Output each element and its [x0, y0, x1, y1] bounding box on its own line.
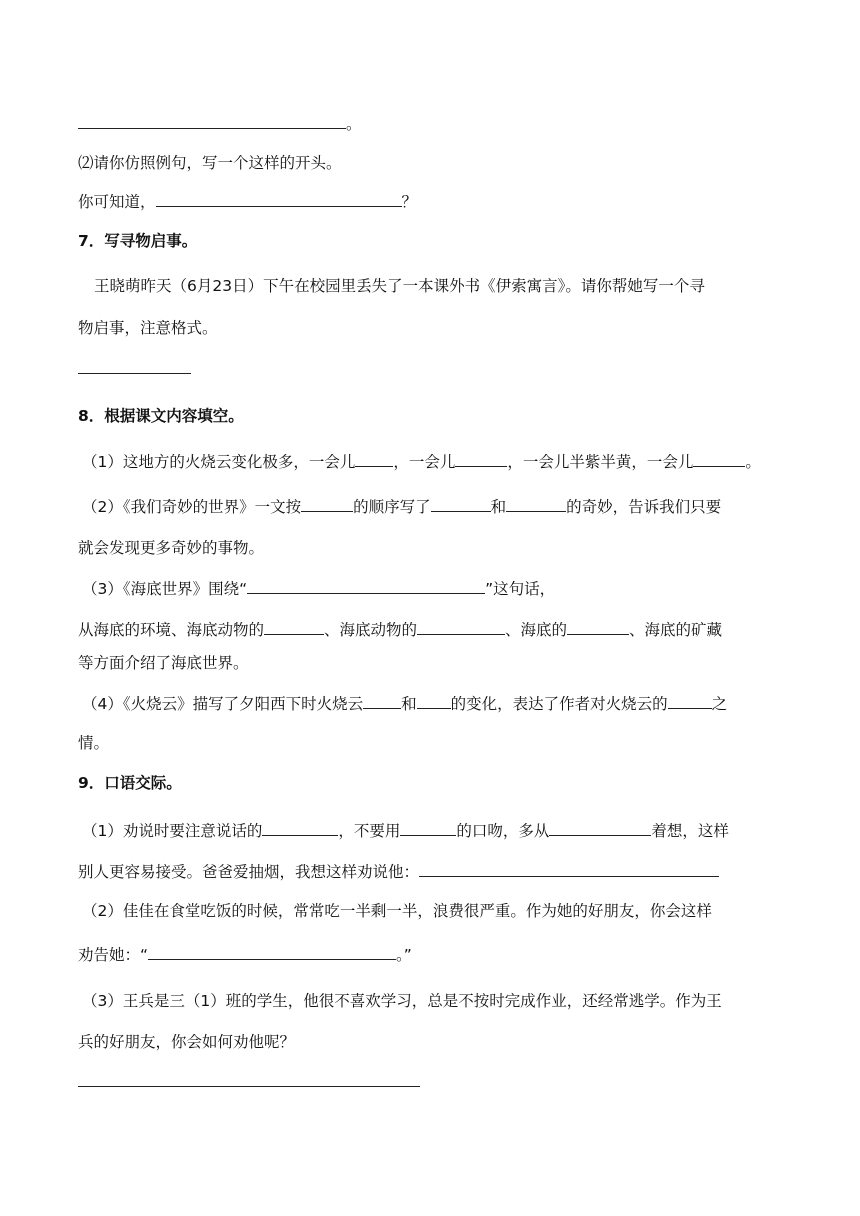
- q8-s2-text-c: 和: [490, 498, 507, 516]
- q8-s1-blank-2[interactable]: [455, 451, 507, 467]
- q9-s2-line1: （2）佳佳在食堂吃饭的时候，常常吃一半剩一半，浪费很严重。作为她的好朋友，你会这样: [82, 902, 712, 920]
- q8-s4-line2: 情。: [78, 734, 110, 752]
- q8-s2-text-d: 的奇妙，告诉我们只要: [566, 498, 722, 516]
- q8-s4-blank-3[interactable]: [668, 693, 712, 709]
- q9-s1-text-b: ，不要用: [338, 822, 401, 840]
- q9-s1-text-d: 着想，这样: [651, 822, 729, 840]
- q8-s1-blank-1[interactable]: [355, 451, 393, 467]
- q8-s4-blank-2[interactable]: [417, 693, 451, 709]
- q8-s2-line2: 就会发现更多奇妙的事物。: [78, 539, 265, 557]
- q9-s1-l2-text: 别人更容易接受。爸爸爱抽烟，我想这样劝说他：: [78, 863, 420, 881]
- q9-s1-line2: [78, 861, 719, 882]
- q9-s1-blank-4[interactable]: [419, 861, 719, 877]
- q6-sub2-prefix: 你可知道，: [78, 193, 156, 211]
- q8-s1-blank-3[interactable]: [693, 451, 745, 467]
- q8-s4-text-c: 的变化，表达了作者对火烧云的: [450, 695, 668, 713]
- q9-s1-blank-1[interactable]: [262, 820, 338, 836]
- q6-sub2: ⑵请你仿照例句，写一个这样的开头。: [78, 154, 342, 172]
- q8-s2-text-a: （2）《我们奇妙的世界》一文按: [82, 498, 302, 516]
- q7-title: 7．写寻物启事。: [78, 232, 198, 250]
- q8-s3-text-a: （3）《海底世界》围绕“: [82, 580, 248, 598]
- q9-s3-line2: 兵的好朋友，你会如何劝他呢？: [78, 1033, 296, 1051]
- q8-s3-line2: [78, 619, 722, 640]
- q8-s4-text-a: （4）《火烧云》描写了夕阳西下时火烧云: [82, 695, 364, 713]
- q8-s1-text-a: （1）这地方的火烧云变化极多，一会儿: [82, 453, 356, 471]
- q9-s2-l2-text-a: 劝告她：“: [78, 946, 149, 964]
- q8-s2-blank-2[interactable]: [431, 496, 491, 512]
- q8-s1-text-c: ，一会儿半紫半黄，一会儿: [507, 453, 694, 471]
- q6-sub2-suffix: ？: [401, 193, 418, 211]
- q7-text-line1: 王晓萌昨天（6月23日）下午在校园里丢失了一本课外书《伊索寓言》。请你帮她写一个寻: [94, 277, 705, 295]
- q8-s2-text-b: 的顺序写了: [353, 498, 431, 516]
- q9-s3-answer-blank[interactable]: [78, 1086, 420, 1087]
- q8-s3: [82, 578, 555, 599]
- q9-s2-line2: [78, 944, 412, 965]
- q6-answer-line: [78, 113, 362, 134]
- q9-s2-blank[interactable]: [148, 944, 396, 960]
- q8-s3-text-b: ”这句话，: [485, 580, 556, 598]
- q8-s2: [82, 496, 721, 517]
- q6-sub2-answer: [78, 191, 417, 212]
- q8-s4-blank-1[interactable]: [363, 693, 401, 709]
- q8-s3-blank-2[interactable]: [264, 619, 324, 635]
- q7-answer-blank[interactable]: [78, 373, 191, 374]
- q8-s1-text-d: 。: [745, 453, 761, 471]
- q9-s3-line1: （3）王兵是三（1）班的学生，他很不喜欢学习，总是不按时完成作业，还经常逃学。作为王: [82, 992, 722, 1010]
- q8-s3-blank-4[interactable]: [567, 619, 629, 635]
- q8-s3-blank-1[interactable]: [247, 578, 485, 594]
- q8-s2-blank-1[interactable]: [301, 496, 353, 512]
- q9-s2-l2-text-b: 。”: [396, 946, 412, 964]
- q8-s3-blank-3[interactable]: [417, 619, 505, 635]
- q9-s1-text-a: （1）劝说时要注意说话的: [82, 822, 263, 840]
- q6-sub2-blank[interactable]: [156, 191, 402, 207]
- q6-answer-blank[interactable]: [78, 113, 346, 129]
- q9-s1-blank-2[interactable]: [400, 820, 456, 836]
- q8-s3-line3: 等方面介绍了海底世界。: [78, 654, 249, 672]
- q9-title: 9．口语交际。: [78, 774, 182, 792]
- q9-s1-blank-3[interactable]: [549, 820, 651, 836]
- q8-s4-text-b: 和: [401, 695, 417, 713]
- q8-s1-text-b: ，一会儿: [393, 453, 456, 471]
- q8-title: 8．根据课文内容填空。: [78, 407, 244, 425]
- q8-s1: [82, 451, 761, 472]
- q8-s3-l2-text-b: 、海底动物的: [324, 621, 418, 639]
- q9-s1-text-c: 的口吻，多从: [456, 822, 550, 840]
- q8-s4-text-d: 之: [711, 695, 728, 713]
- q6-end-mark: 。: [346, 115, 362, 133]
- q8-s3-l2-text-a: 从海底的环境、海底动物的: [78, 621, 265, 639]
- q8-s3-l2-text-d: 、海底的矿藏: [629, 621, 723, 639]
- q7-text-line2: 物启事，注意格式。: [78, 319, 218, 337]
- q8-s3-l2-text-c: 、海底的: [505, 621, 568, 639]
- q8-s4: [82, 693, 727, 714]
- q9-s1: [82, 820, 729, 841]
- q8-s2-blank-3[interactable]: [506, 496, 566, 512]
